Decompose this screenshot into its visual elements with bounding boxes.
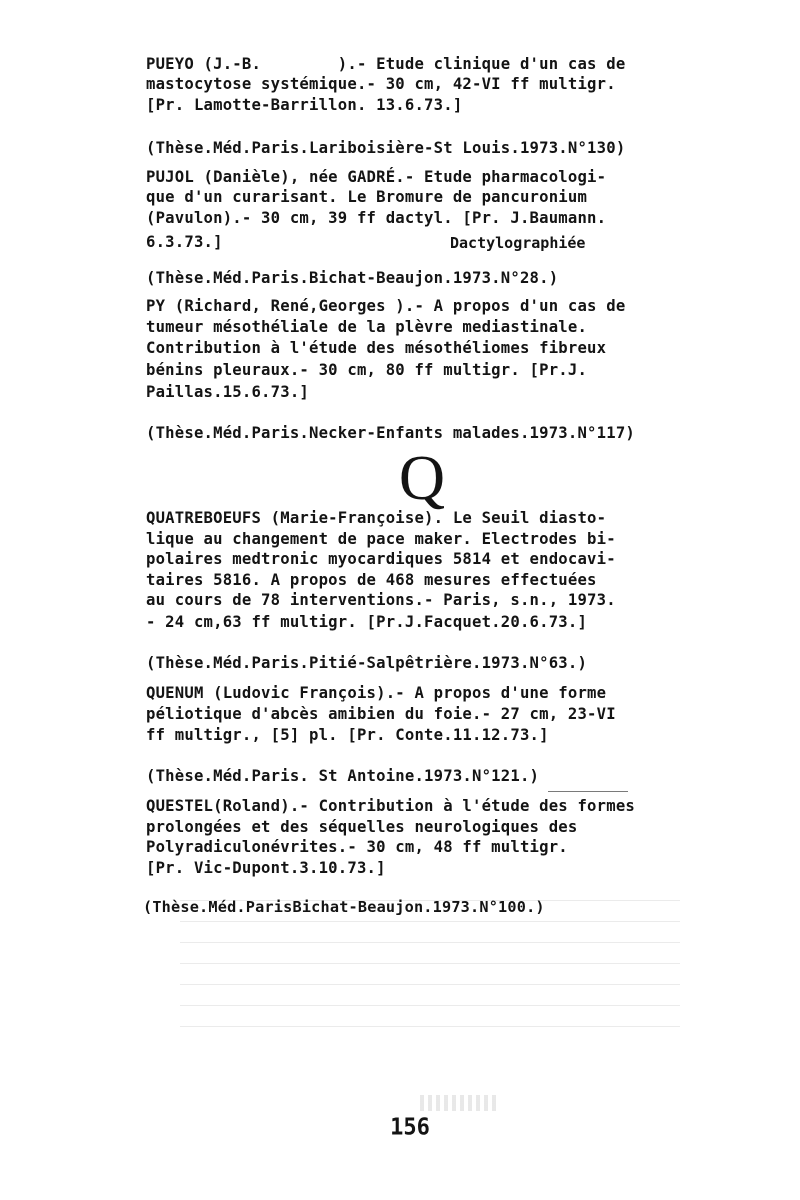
entry-py-line-3: Contribution à l'étude des mésothéliomes fibreux bbox=[146, 339, 607, 357]
entry-quenum-line-3: ff multigr., [5] pl. [Pr. Conte.11.12.73.] bbox=[146, 726, 549, 744]
entry-quatreboeufs-source: (Thèse.Méd.Paris.Pitié-Salpêtrière.1973.N°63.) bbox=[146, 654, 588, 672]
entry-quatreboeufs-line-4: taires 5816. A propos de 468 mesures effectuées bbox=[146, 571, 597, 589]
entry-pueyo-line-3: [Pr. Lamotte-Barrillon. 13.6.73.] bbox=[146, 96, 463, 114]
page-number: 156 bbox=[390, 1114, 430, 1141]
entry-py-line-1: PY (Richard, René,Georges ).- A propos d'un cas de bbox=[146, 297, 626, 315]
entry-pueyo-line-1: PUEYO (J.-B. ).- Etude clinique d'un cas de bbox=[146, 55, 626, 73]
dactylographiee-stamp: Dactylographiée bbox=[450, 234, 586, 252]
entry-quatreboeufs-line-5: au cours de 78 interventions.- Paris, s.n., 1973. bbox=[146, 591, 616, 609]
entry-quenum-line-2: péliotique d'abcès amibien du foie.- 27 cm, 23-VI bbox=[146, 705, 616, 723]
entry-quatreboeufs-line-6: - 24 cm,63 ff multigr. [Pr.J.Facquet.20.6.73.] bbox=[146, 613, 588, 631]
section-letter: Q bbox=[398, 442, 446, 513]
entry-questel-line-1: QUESTEL(Roland).- Contribution à l'étude des formes bbox=[146, 797, 635, 815]
entry-pueyo-line-2: mastocytose systémique.- 30 cm, 42-VI ff multigr. bbox=[146, 75, 616, 93]
entry-questel-line-2: prolongées et des séquelles neurologiques des bbox=[146, 818, 578, 836]
entry-py-line-2: tumeur mésothéliale de la plèvre mediastinale. bbox=[146, 318, 588, 336]
entry-pujol-source: (Thèse.Méd.Paris.Bichat-Beaujon.1973.N°28.) bbox=[146, 269, 559, 287]
entry-questel-line-3: Polyradiculonévrites.- 30 cm, 48 ff multigr. bbox=[146, 838, 568, 856]
scan-rule-mark bbox=[548, 791, 628, 792]
entry-questel-source: (Thèse.Méd.ParisBichat-Beaujon.1973.N°100.) bbox=[143, 898, 545, 916]
entry-py-line-5: Paillas.15.6.73.] bbox=[146, 383, 309, 401]
show-through-ghost-mark bbox=[420, 1095, 500, 1111]
entry-quatreboeufs-line-1: QUATREBOEUFS (Marie-Françoise). Le Seuil diasto- bbox=[146, 509, 607, 527]
entry-questel-line-4: [Pr. Vic-Dupont.3.10.73.] bbox=[146, 859, 386, 877]
show-through-ghost-text bbox=[180, 900, 680, 1030]
entry-quenum-line-1: QUENUM (Ludovic François).- A propos d'une forme bbox=[146, 684, 607, 702]
entry-quatreboeufs-line-3: polaires medtronic myocardiques 5814 et endocavi- bbox=[146, 550, 616, 568]
entry-quenum-source: (Thèse.Méd.Paris. St Antoine.1973.N°121.) bbox=[146, 767, 540, 785]
entry-pujol-line-2: que d'un curarisant. Le Bromure de pancuronium bbox=[146, 188, 588, 206]
entry-pujol-line-3: (Pavulon).- 30 cm, 39 ff dactyl. [Pr. J.Baumann. bbox=[146, 209, 607, 227]
entry-quatreboeufs-line-2: lique au changement de pace maker. Electrodes bi- bbox=[146, 530, 616, 548]
entry-pueyo-source: (Thèse.Méd.Paris.Lariboisière-St Louis.1973.N°130) bbox=[146, 139, 626, 157]
entry-pujol-line-1: PUJOL (Danièle), née GADRÉ.- Etude pharmacologi- bbox=[146, 168, 607, 186]
entry-py-source: (Thèse.Méd.Paris.Necker-Enfants malades.1973.N°117) bbox=[146, 424, 635, 442]
entry-py-line-4: bénins pleuraux.- 30 cm, 80 ff multigr. [Pr.J. bbox=[146, 361, 588, 379]
entry-pujol-line-4: 6.3.73.] bbox=[146, 233, 223, 251]
